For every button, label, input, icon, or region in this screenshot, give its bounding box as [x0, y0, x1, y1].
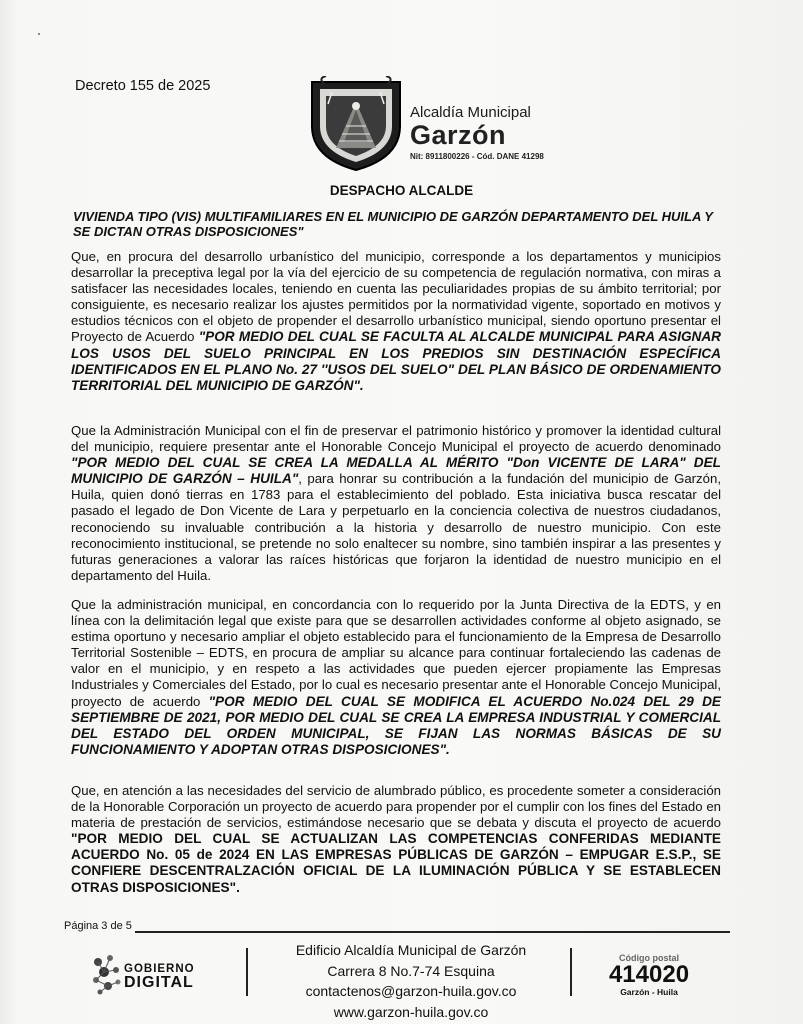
- municipal-coat-of-arms-icon: [306, 76, 406, 174]
- paragraph-1-bold: "POR MEDIO DEL CUAL SE FACULTA AL ALCALDE MUNICIPAL PARA ASIGNAR LOS USOS DEL SUELO PRINCIPAL EN LOS PREDIOS SIN DESTINACIÓN ESPECÍFICA IDENTIFICADOS EN EL PLANO No. 27 ''USOS DEL SUELO" DEL PLAN BÁSICO DE ORDENAMIENTO TERRITORIAL DEL MUNICIPIO DE GARZÓN".: [71, 329, 721, 393]
- gobierno-digital-emblem-icon: [88, 948, 128, 1004]
- paragraph-2-bold: "POR MEDIO DEL CUAL SE CREA LA MEDALLA AL MÉRITO "Don VICENTE DE LARA" DEL MUNICIPIO DE GARZÓN – HUILA": [71, 455, 721, 487]
- municipality-name-block: [410, 104, 544, 161]
- speck: [38, 33, 40, 35]
- paragraph-4-text: Que, en atención a las necesidades del servicio de alumbrado público, es procedente someter a consideración de la Honorable Corporación un proyecto de acuerdo para propender por el cumplir con los fines del Estado en materia de prestación de servicios, estimándose necesario que se debata y discuta el proyecto de acuerdo: [71, 783, 721, 831]
- address-building: Edificio Alcaldía Municipal de Garzón: [295, 942, 527, 958]
- paragraph-2-text-a: Que la Administración Municipal con el fin de preservar el patrimonio histórico y promover la identidad cultural del municipio, requiere presentar ante el Honorable Concejo Municipal el proyecto de acuerdo denominado: [71, 423, 721, 455]
- paragraph-4-bold: "POR MEDIO DEL CUAL SE ACTUALIZAN LAS COMPETENCIAS CONFERIDAS MEDIANTE ACUERDO No. 05 de 2024 EN LAS EMPRESAS PÚBLICAS DE GARZÓN – EMPUGAR E.S.P., SE CONFIERE DESCENTRALZACIÓN OFICIAL DE LA ILUMINACIÓN PÚBLICA Y SE ESTABLECEN OTRAS DISPOSICIONES".: [71, 831, 721, 895]
- decree-number: Decreto 155 de 2025: [75, 78, 211, 94]
- paragraph-4: [71, 783, 721, 896]
- entity-ids: Nit: 8911800226 - Cód. DANE 41298: [410, 152, 544, 161]
- footer-address: [258, 940, 564, 1022]
- entity-line2: Garzón: [410, 120, 507, 150]
- paragraph-3-bold: "POR MEDIO DEL CUAL SE MODIFICA EL ACUERDO No.024 DEL 29 DE SEPTIEMBRE DE 2021, POR MEDIO DEL CUAL SE CREA LA EMPRESA INDUSTRIAL Y COMERCIAL DEL ESTADO DEL ORDEN MUNICIPAL, SE FIJAN LAS NORMAS BÁSICAS DE SU FUNCIONAMIENTO Y ADOPTAN OTRAS DISPOSICIONES".: [71, 693, 721, 757]
- entity-line1: Alcaldía Municipal: [410, 104, 531, 121]
- contact-email: contactenos@garzon-huila.gov.co: [305, 983, 517, 999]
- page-number: Página 3 de 5: [64, 920, 132, 932]
- footer-divider: [135, 931, 730, 933]
- gd-line2: DIGITAL: [124, 974, 194, 991]
- footer-separator: [246, 948, 248, 996]
- website-url: www.garzon-huila.gov.co: [333, 1003, 489, 1020]
- gd-line1: GOBIERNO: [124, 963, 195, 975]
- postal-code-block: [604, 953, 694, 997]
- office-heading: DESPACHO ALCALDE: [329, 183, 474, 198]
- address-street: Carrera 8 No.7-74 Esquina: [327, 962, 495, 979]
- paragraph-2: [71, 423, 721, 584]
- gobierno-digital-wordmark: [124, 962, 195, 990]
- postal-city: Garzón - Huila: [620, 987, 678, 997]
- decree-title-fragment: VIVIENDA TIPO (VIS) MULTIFAMILIARES EN EL MUNICIPIO DE GARZÓN DEPARTAMENTO DEL HUILA Y SE DICTAN OTRAS DISPOSICIONES": [73, 209, 713, 239]
- postal-code: 414020: [608, 961, 690, 988]
- postal-label: Código postal: [619, 953, 679, 963]
- paragraph-3: [71, 597, 721, 758]
- paragraph-1-text: Que, en procura del desarrollo urbanístico del municipio, corresponde a los departamentos y municipios desarrollar la preceptiva legal por la vía del ejercicio de su competencia de regulación normativa, con miras a satisfacer las necesidades locales, teniendo en cuenta las peculiaridades propias de su ámbito territorial; por consiguiente, es necesario realizar los ajustes permitidos por la normatividad vigente, soportado en motivos y estudios técnicos con el objeto de propender el desarrollo urbanístico municipal, siendo oportuno presentar el Proyecto de Acuerdo: [71, 249, 721, 345]
- paragraph-3-text: Que la administración municipal, en concordancia con lo requerido por la Junta Directiva de la EDTS, y en línea con la delimitación legal que existe para que se desarrollen actividades conforme al objeto asignado, se estima oportuno y necesario ampliar el objeto establecido para el funcionamiento de la Empresa de Desarrollo Territorial Sostenible – EDTS, en procura de ampliar su alcance para continuar fortaleciendo las cadenas de valor en el municipio, y en respeto a las actividades que pueden ejercer propiamente las Empresas Industriales y Comerciales del Estado, por lo cual es necesario presentar ante el Honorable Concejo Municipal, proyecto de acuerdo: [71, 597, 721, 709]
- footer-separator: [570, 948, 572, 996]
- paragraph-1: [71, 249, 721, 394]
- paragraph-2-text-b: , para honrar su contribución a la fundación del municipio de Garzón, Huila, quien donó tierras en 1783 para el establecimiento del poblado. Esta iniciativa busca rescatar del pasado el legado de Don Vicente de Lara y perpetuarlo en la conciencia colectiva de nuestros ciudadanos, reconociendo su invaluable contribución a la historia y desarrollo de nuestro municipio. Con este reconocimiento institucional, se pretende no solo enaltecer su nombre, sino también inspirar a las presentes y futuras generaciones a valorar las raíces históricas que forjaron la identidad de nuestro municipio en el departamento del Huila.: [71, 471, 721, 583]
